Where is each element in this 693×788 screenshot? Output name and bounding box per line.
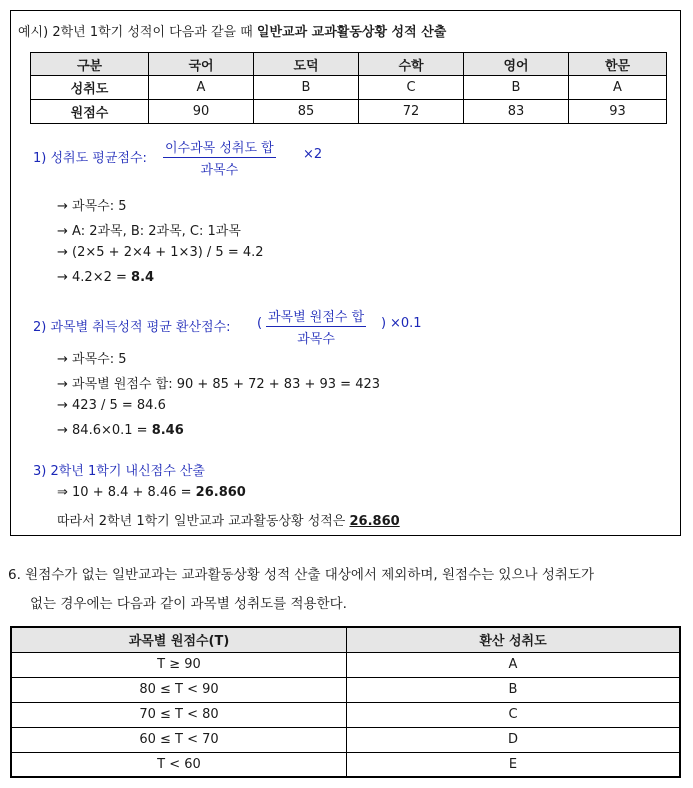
table-cell: 83 (464, 100, 569, 124)
range-cell: T ≥ 90 (11, 652, 347, 677)
step3-conclusion: 따라서 2학년 1학기 일반교과 교과활동상황 성적은 26.860 (57, 514, 400, 529)
table-cell: 85 (254, 100, 359, 124)
grade-table (30, 52, 667, 124)
table-row (31, 76, 667, 100)
step2-line: → 과목별 원점수 합: 90 + 85 + 72 + 83 + 93 = 423 (57, 377, 381, 392)
step1-line: → 과목수: 5 (57, 199, 127, 214)
row-label: 원점수 (31, 100, 149, 124)
step1-result: 8.4 (131, 270, 155, 285)
step1-line: → 4.2×2 = 8.4 (57, 270, 155, 285)
grade-table-header-row (31, 53, 667, 76)
grade-table-header: 한문 (569, 53, 667, 76)
table-row (11, 752, 680, 777)
step2-paren-close: ) (381, 316, 387, 331)
grade-table-header: 도덕 (254, 53, 359, 76)
step3-heading: 3) 2학년 1학기 내신점수 산출 (33, 464, 205, 479)
table-cell: A (569, 76, 667, 100)
range-cell: 60 ≤ T < 70 (11, 727, 347, 752)
grade-cell: B (347, 677, 681, 702)
range-cell: 70 ≤ T < 80 (11, 702, 347, 727)
grade-cell: A (347, 652, 681, 677)
table-row (11, 702, 680, 727)
step3-formula: ⇒ 10 + 8.4 + 8.46 = 26.860 (57, 485, 246, 500)
step2-result: 8.46 (151, 423, 184, 438)
table-cell: B (254, 76, 359, 100)
grade-cell: D (347, 727, 681, 752)
table-row (11, 727, 680, 752)
grade-table-header: 영어 (464, 53, 569, 76)
rule6-line1: 6. 원점수가 없는 일반교과는 교과활동상황 성적 산출 대상에서 제외하며, 원점수는 있으나 성취도가 (8, 567, 595, 583)
conversion-table-header: 과목별 원점수(T) (11, 627, 347, 652)
step3-result: 26.860 (195, 485, 246, 500)
step2-multiplier: ×0.1 (390, 316, 422, 331)
step2-line: → 과목수: 5 (57, 352, 127, 367)
step1-heading: 1) 성취도 평균점수: (33, 151, 147, 166)
table-cell: 90 (149, 100, 254, 124)
final-score: 26.860 (349, 514, 400, 529)
step2-paren-open: ( (257, 316, 263, 331)
conversion-table-header-row (11, 627, 680, 652)
step1-multiplier: ×2 (303, 147, 323, 162)
table-cell: A (149, 76, 254, 100)
rule6-line2: 없는 경우에는 다음과 같이 과목별 성취도를 적용한다. (30, 596, 347, 612)
conversion-table (10, 626, 681, 778)
table-row (11, 652, 680, 677)
step1-fraction (163, 137, 276, 178)
step2-fraction-numerator: 과목별 원점수 합 (266, 306, 366, 327)
table-cell: 93 (569, 100, 667, 124)
step1-line: → (2×5 + 2×4 + 1×3) / 5 = 4.2 (57, 245, 264, 260)
step1-fraction-numerator: 이수과목 성취도 합 (163, 137, 276, 158)
table-row (11, 677, 680, 702)
grade-table-header: 수학 (359, 53, 464, 76)
step2-fraction (266, 306, 366, 347)
grade-table-header: 국어 (149, 53, 254, 76)
grade-cell: E (347, 752, 681, 777)
conversion-table-header: 환산 성취도 (347, 627, 681, 652)
table-cell: B (464, 76, 569, 100)
example-title: 예시) 2학년 1학기 성적이 다음과 같을 때 일반교과 교과활동상황 성적 산출 (18, 25, 447, 40)
range-cell: T < 60 (11, 752, 347, 777)
range-cell: 80 ≤ T < 90 (11, 677, 347, 702)
table-row (31, 100, 667, 124)
step2-fraction-denominator: 과목수 (297, 332, 335, 347)
step2-line: → 84.6×0.1 = 8.46 (57, 423, 184, 438)
step1-fraction-denominator: 과목수 (200, 163, 239, 178)
step2-heading: 2) 과목별 취득성적 평균 환산점수: (33, 320, 231, 335)
table-cell: C (359, 76, 464, 100)
grade-cell: C (347, 702, 681, 727)
step2-line: → 423 / 5 = 84.6 (57, 398, 166, 413)
grade-table-header: 구분 (31, 53, 149, 76)
table-cell: 72 (359, 100, 464, 124)
row-label: 성취도 (31, 76, 149, 100)
step1-line: → A: 2과목, B: 2과목, C: 1과목 (57, 224, 241, 239)
